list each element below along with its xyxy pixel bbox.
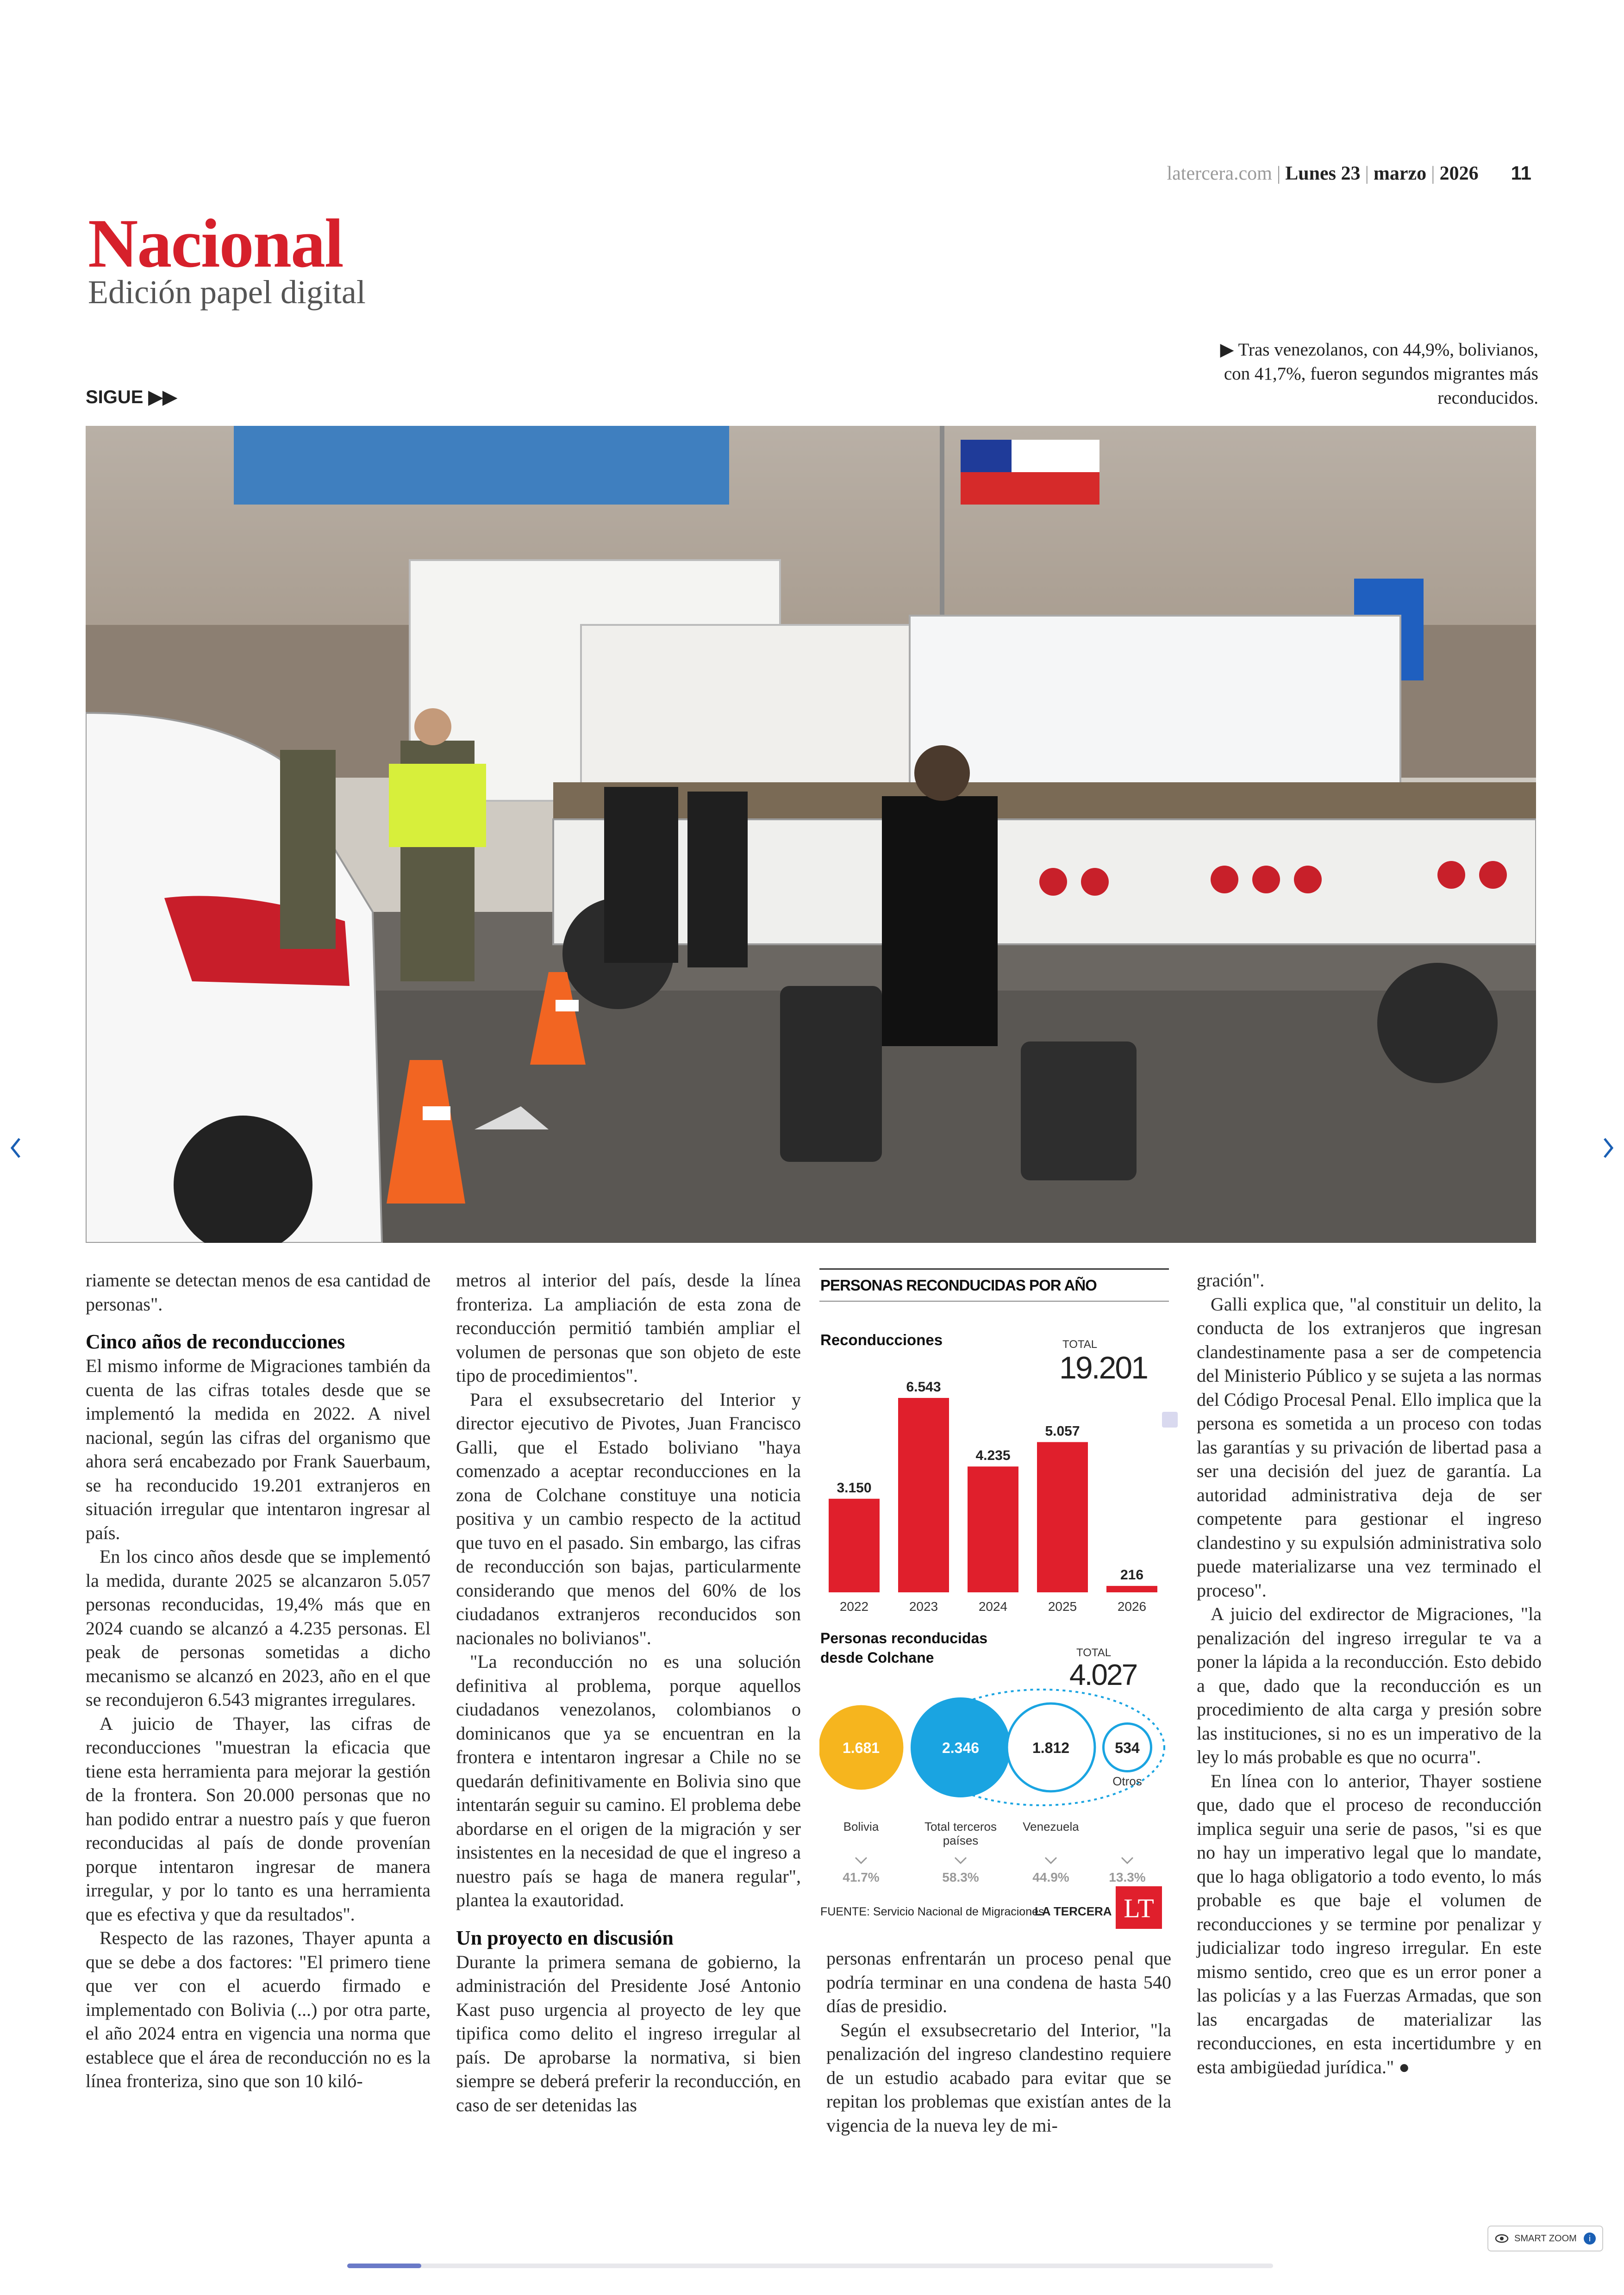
paragraph: Galli explica que, "al constituir un delito, la conducta de los extranjeros que ingresan clandestinamente pasa a ser de competencia del Ministerio Público y se sujeta a las normas del Código Procesal Penal. Ello implica que la persona es sometida a un proceso con todas las garantías y su privación de libertad pasa a ser una decisión del juez de garantía. La autoridad administrativa deja de ser competente para gestionar el ingreso clandestino y su expulsión administrativa solo puede materializarse una vez terminado el proceso". <box>1197 1293 1542 1601</box>
lt-logo: LT <box>1124 1893 1154 1923</box>
page-header: latercera.com | Lunes 23 | marzo | 2026 11 <box>1167 162 1531 184</box>
next-page-button[interactable] <box>1599 1134 1618 1162</box>
paragraph: El mismo informe de Migraciones también da cuenta de las cifras totales desde que se implementó la medida en 2022. A nivel nacional, según las cifras del organismo que ahora será encabezado por Frank Sauerbaum, se ha reconducido 19.201 extranjeros en situación irregular que intentaron ingresar al país. <box>86 1355 431 1543</box>
infographic <box>819 1268 1169 1935</box>
bubble-percent-label: 41.7% <box>843 1870 880 1884</box>
bubble-value-label: 1.812 <box>1032 1740 1070 1756</box>
site-name: latercera.com <box>1167 163 1272 184</box>
paragraph: "La reconducción no es una solución definitiva al problema, porque aquellos ciudadanos venezolanos, colombianos o dominicanos que ya se encuentran en la frontera e intentaron ingresar a Chile no se quedarán definitivamente en Bolivia sino que intentarán seguir su camino. El problema debe abordarse en el origen de la migración y ser insistentes en la necesidad de que el ingreso a nuestro país se haga de manera regular", plantea la exautoridad. <box>456 1651 801 1910</box>
bar-2024 <box>968 1466 1018 1592</box>
bubble-category-label: países <box>943 1834 979 1847</box>
paragraph: Durante la primera semana de gobierno, la administración del Presidente José Antonio Kast puso urgencia al proyecto de ley que tipifica como delito el ingreso irregular al país. De aprobarse la normativa, si bien siempre se deberá preferir la reconducción, en caso de ser detenidas las <box>456 1951 801 2115</box>
bar-value-label: 216 <box>1120 1567 1144 1583</box>
bubble-percent-label: 44.9% <box>1032 1870 1069 1884</box>
photo-caption: ▶ Tras venezolanos, con 44,9%, bolivianos, con 41,7%, fueron segundos migrantes más reconducidos. <box>1220 340 1538 408</box>
bar-total-label: TOTAL <box>1062 1338 1098 1351</box>
chevron-down-icon <box>856 1858 867 1863</box>
header-month: marzo <box>1373 163 1427 184</box>
bubble-category-label: Venezuela <box>1023 1820 1079 1834</box>
header-year: 2026 <box>1439 163 1479 184</box>
bubble-chart-title-line1: Personas reconducidas <box>820 1630 988 1646</box>
sigue-label: SIGUE ▶▶ <box>86 387 177 407</box>
bar-category-label: 2022 <box>839 1599 869 1614</box>
photo-illustration <box>86 426 1536 1243</box>
bubble-chart-title-line2: desde Colchane <box>820 1649 934 1666</box>
bubble-percent-label: 58.3% <box>942 1870 979 1884</box>
bubble-total-value: 4.027 <box>1069 1658 1137 1691</box>
bar-category-label: 2026 <box>1117 1599 1147 1614</box>
chart-svg <box>819 1268 1169 1935</box>
paragraph: A juicio del exdirector de Migraciones, "la penalización del ingreso irregular te va a poner la lápida a la reconducción. Esto debido a que, dado que la reconducción es un procedimiento de alta carga y presión sobre las instituciones, si no es un imperativo de la ley lo más probable es que no ocurra". <box>1197 1603 1542 1767</box>
bubble-category-label: Bolivia <box>843 1820 879 1834</box>
chart-credit: LA TERCERA <box>1035 1904 1112 1918</box>
bar-chart-subtitle: Reconducciones <box>820 1331 943 1348</box>
prev-page-button[interactable] <box>6 1134 25 1162</box>
bubble-value-label: 534 <box>1115 1740 1140 1756</box>
page-number: 11 <box>1511 162 1531 184</box>
info-icon[interactable]: i <box>1584 2233 1596 2245</box>
news-photo <box>86 426 1536 1243</box>
bar-value-label: 4.235 <box>975 1448 1011 1464</box>
bar-2026 <box>1106 1586 1157 1592</box>
bar-category-label: 2025 <box>1048 1599 1077 1614</box>
paragraph: A juicio de Thayer, las cifras de reconducciones "muestran la eficacia que tiene esta herramienta para mejorar la gestión de la frontera. Son 20.000 personas que no han podido entrar a nuestro país y que fueron reconducidas al país de donde provenían porque intentaron ingresar de manera irregular, y por lo tanto es una herramienta que es efectiva y que da resultados". <box>86 1713 431 1925</box>
paragraph: En línea con lo anterior, Thayer sostiene que, dado que el proceso de reconducción implica seguir una serie de pasos, "si es que no hay un imperativo legal que lo mandate, que lo haga obligatorio a todo evento, lo más probable es que baje el volumen de reconducciones y se termine por penalizar y judicializar todo ingreso irregular. En este mismo sentido, creo que es un error poner a las policías y a las Fuerzas Armadas, que son las encargadas de materializar las reconducciones, en esta incertidumbre y en esta ambigüedad jurídica." ● <box>1197 1770 1542 2077</box>
paragraph: personas enfrentarán un proceso penal que podría terminar en una condena de hasta 540 días de presidio. <box>826 1948 1171 2016</box>
zoom-hint-icon[interactable] <box>1162 1412 1178 1428</box>
bar-value-label: 5.057 <box>1045 1423 1080 1439</box>
bar-2025 <box>1037 1442 1088 1592</box>
paragraph: riamente se detectan menos de esa cantidad de personas". <box>86 1270 431 1315</box>
paragraph: metros al interior del país, desde la línea fronteriza. La ampliación de esta zona de reconducción permitió también ampliar el volumen de personas que son objeto de este tipo de procedimientos". <box>456 1270 801 1386</box>
section-subtitle: Edición papel digital <box>88 274 366 311</box>
paragraph: Para el exsubsecretario del Interior y director ejecutivo de Pivotes, Juan Francisco Galli, que el Estado boliviano "haya comenzado a aceptar reconducciones en la zona de Colchane constituye una noticia positiva y un cambio respecto de la actitud que tuvo en el pasado. Sin embargo, las cifras de reconducción son bajas, particularmente considerando que menos del 60% de los ciudadanos extranjeros reconducidos son nacionales no bolivianos". <box>456 1389 801 1648</box>
bubble-category-label: Total terceros <box>924 1820 997 1834</box>
bar-value-label: 6.543 <box>906 1379 941 1395</box>
article-column-3 <box>826 1946 1171 2137</box>
bubble-percent-label: 13.3% <box>1109 1870 1146 1884</box>
subheading-proyecto: Un proyecto en discusión <box>456 1926 674 1949</box>
smart-zoom-label: SMART ZOOM <box>1514 2233 1577 2244</box>
chevron-down-icon <box>955 1858 966 1863</box>
bar-2022 <box>829 1499 880 1592</box>
bar-2023 <box>898 1398 949 1592</box>
bubble-value-label: 1.681 <box>842 1740 880 1756</box>
article-column-2 <box>456 1268 801 2117</box>
paragraph: Respecto de las razones, Thayer apunta a que se debe a dos factores: "El primero tiene que ver con el acuerdo firmado e implementado con Bolivia (...) por otra parte, el año 2024 entra en vigencia una norma que establece que el área de reconducción no es la línea fronteriza, sino que son 10 kiló- <box>86 1927 431 2091</box>
bar-category-label: 2023 <box>909 1599 938 1614</box>
subheading-cinco-anos: Cinco años de reconducciones <box>86 1330 345 1353</box>
paragraph: Según el exsubsecretario del Interior, "la penalización del ingreso clandestino requiere de un estudio acabado para evitar que se repitan los problemas que existían antes de la vigencia de la nueva ley de mi- <box>826 2019 1171 2136</box>
bar-value-label: 3.150 <box>837 1480 872 1496</box>
chevron-down-icon <box>1045 1858 1056 1863</box>
bar-total-value: 19.201 <box>1059 1350 1147 1385</box>
chevron-left-icon <box>6 1134 25 1162</box>
bubble-value-label: 2.346 <box>942 1740 980 1756</box>
bubble-category-label: Otros <box>1112 1774 1142 1788</box>
paragraph: En los cinco años desde que se implementó la medida, durante 2025 se alcanzaron 5.057 personas reconducidas, 19,4% más que en 2024 cuando se alcanzó a 4.235 personas. El peak de personas sometidas a dicho mecanismo se alcanzó en 2023, año en el que se recondujeron 6.543 migrantes irregulares. <box>86 1546 431 1710</box>
section-title: Nacional <box>88 205 343 282</box>
reader-progress-bar[interactable] <box>347 2264 1273 2268</box>
article-column-1 <box>86 1268 431 2093</box>
bar-category-label: 2024 <box>978 1599 1008 1614</box>
chart-title: PERSONAS RECONDUCIDAS POR AÑO <box>820 1277 1097 1294</box>
chevron-down-icon <box>1122 1858 1133 1863</box>
bubble-total-label: TOTAL <box>1076 1646 1112 1659</box>
header-day: Lunes 23 <box>1285 163 1361 184</box>
reader-progress-fill <box>347 2264 421 2268</box>
smart-zoom-button[interactable] <box>1487 2226 1603 2251</box>
eye-icon <box>1495 2234 1509 2243</box>
chevron-right-icon <box>1599 1134 1618 1162</box>
article-column-4 <box>1197 1268 1542 2079</box>
paragraph: gración". <box>1197 1270 1265 1291</box>
chart-source: FUENTE: Servicio Nacional de Migraciones <box>820 1905 1044 1918</box>
